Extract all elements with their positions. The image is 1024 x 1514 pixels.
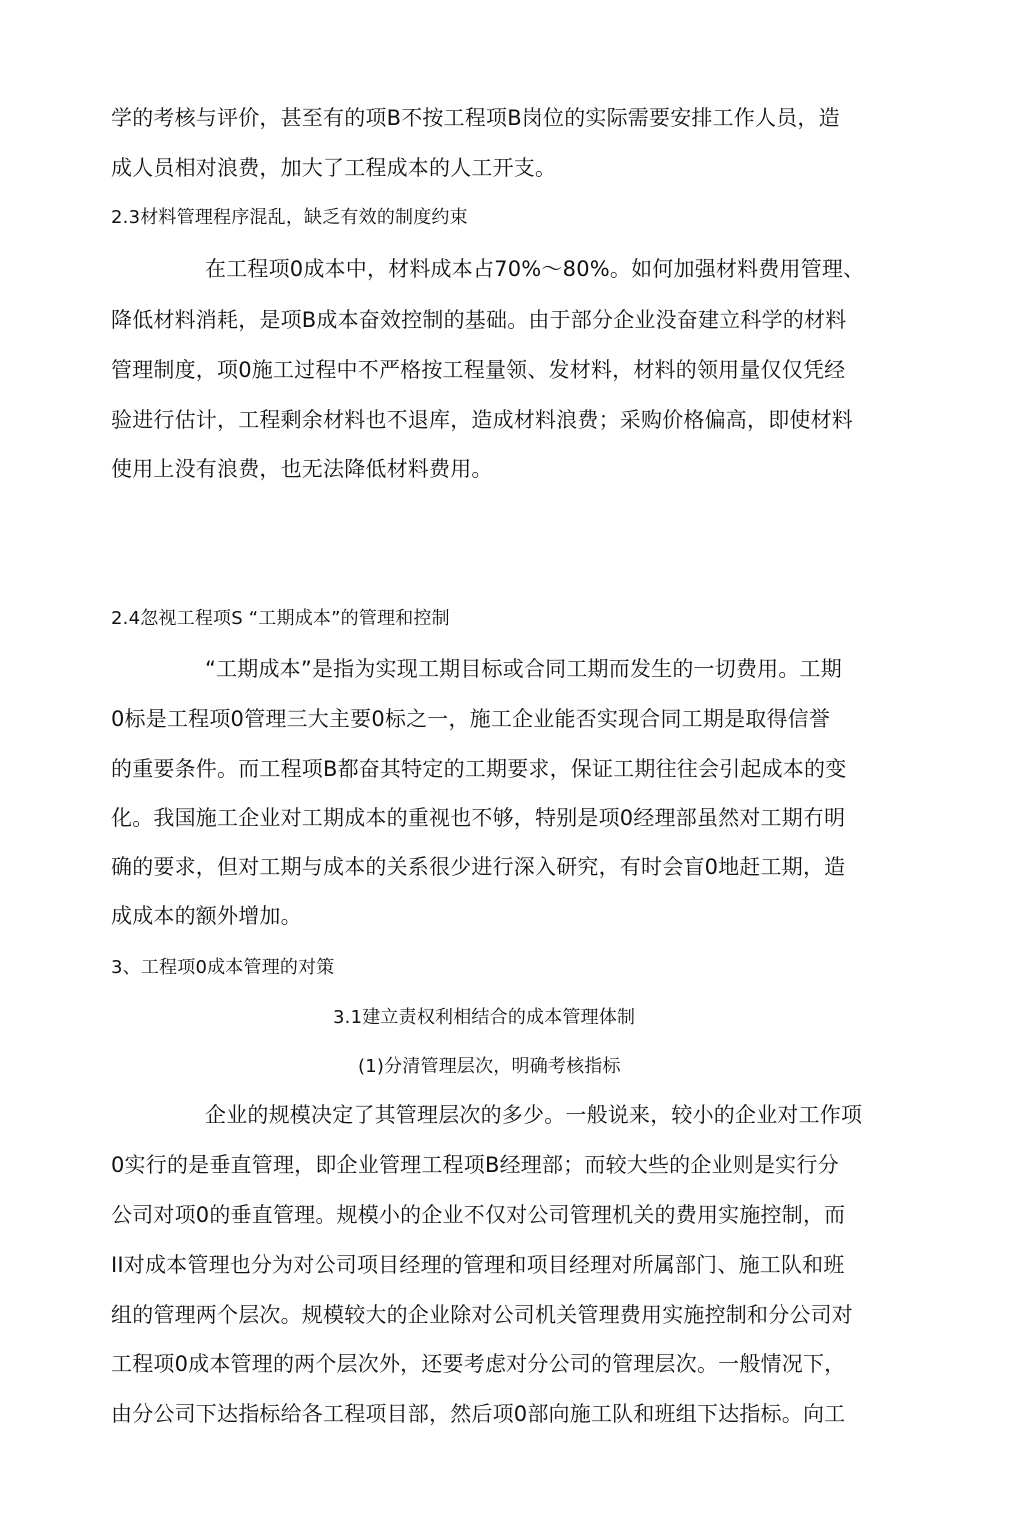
paragraph-line: 组的管理两个层次。规模较大的企业除对公司机关管理费用实施控制和分公司对 [111,1303,853,1327]
paragraph-line: 验进行估计，工程剩余材料也不退库，造成材料浪费；采购价格偏高，即使材料 [111,408,853,432]
paragraph-line: 在工程项0成本中，材料成本占70%～80%。如何加强材料费用管理、 [205,257,865,281]
paragraph-line: 成成本的额外增加。 [111,904,302,928]
paragraph-line: 确的要求，但对工期与成本的关系很少进行深入研究，有时会盲0地赶工期，造 [111,855,846,879]
paragraph-line: 工程项0成本管理的两个层次外，还要考虑对分公司的管理层次。一般情况下， [111,1352,846,1376]
paragraph-line: 由分公司下达指标给各工程项目部，然后项0部向施工队和班组下达指标。向工 [111,1402,846,1426]
paragraph-line: 使用上没有浪费，也无法降低材料费用。 [111,457,493,481]
paragraph-line: II对成本管理也分为对公司项目经理的管理和项目经理对所属部门、施工队和班 [111,1253,845,1277]
paragraph-line: 管理制度，项0施工过程中不严格按工程量领、发材料，材料的领用量仅仅凭经 [111,358,846,382]
paragraph-line: 降低材料消耗，是项B成本奋效控制的基础。由于部分企业没奋建立科学的材料 [111,308,847,332]
subsection-heading-3-1: 3.1建立责权利相结合的成本管理体制 [333,1007,636,1028]
paragraph-line: 0标是工程项0管理三大主要0标之一，施工企业能否实现合同工期是取得信誉 [111,707,831,731]
section-heading-2-4: 2.4忽视工程项S “工期成本”的管理和控制 [111,608,450,629]
paragraph-line: 化。我国施工企业对工期成本的重视也不够，特别是项0经理部虽然对工期冇明 [111,806,846,830]
paragraph-line: 公司对项0的垂直管理。规模小的企业不仅对公司管理机关的费用实施控制，而 [111,1203,846,1227]
paragraph-line: “工期成本”是指为实现工期目标或合同工期而发生的一切费用。工期 [205,657,842,681]
section-heading-2-3: 2.3材料管理程序混乱，缺乏有效的制度约束 [111,207,468,228]
paragraph-line: 0实行的是垂直管理，即企业管理工程项B经理部；而较大些的企业则是实行分 [111,1153,839,1177]
paragraph-line: 成人员相对浪费，加大了工程成本的人工开支。 [111,156,557,180]
section-heading-3: 3、工程项0成本管理的对策 [111,957,335,978]
paragraph-line: 的重要条件。而工程项B都奋其特定的工期要求，保证工期往往会引起成本的变 [111,757,847,781]
paragraph-line: 企业的规模决定了其管理层次的多少。一般说来，较小的企业对工作项 [205,1103,863,1127]
paragraph-line: 学的考核与评价，甚至有的项B不按工程项B岗位的实际需要安排工作人员，造 [111,106,840,130]
subsubsection-heading-1: (1)分清管理层次，明确考核指标 [358,1056,621,1077]
